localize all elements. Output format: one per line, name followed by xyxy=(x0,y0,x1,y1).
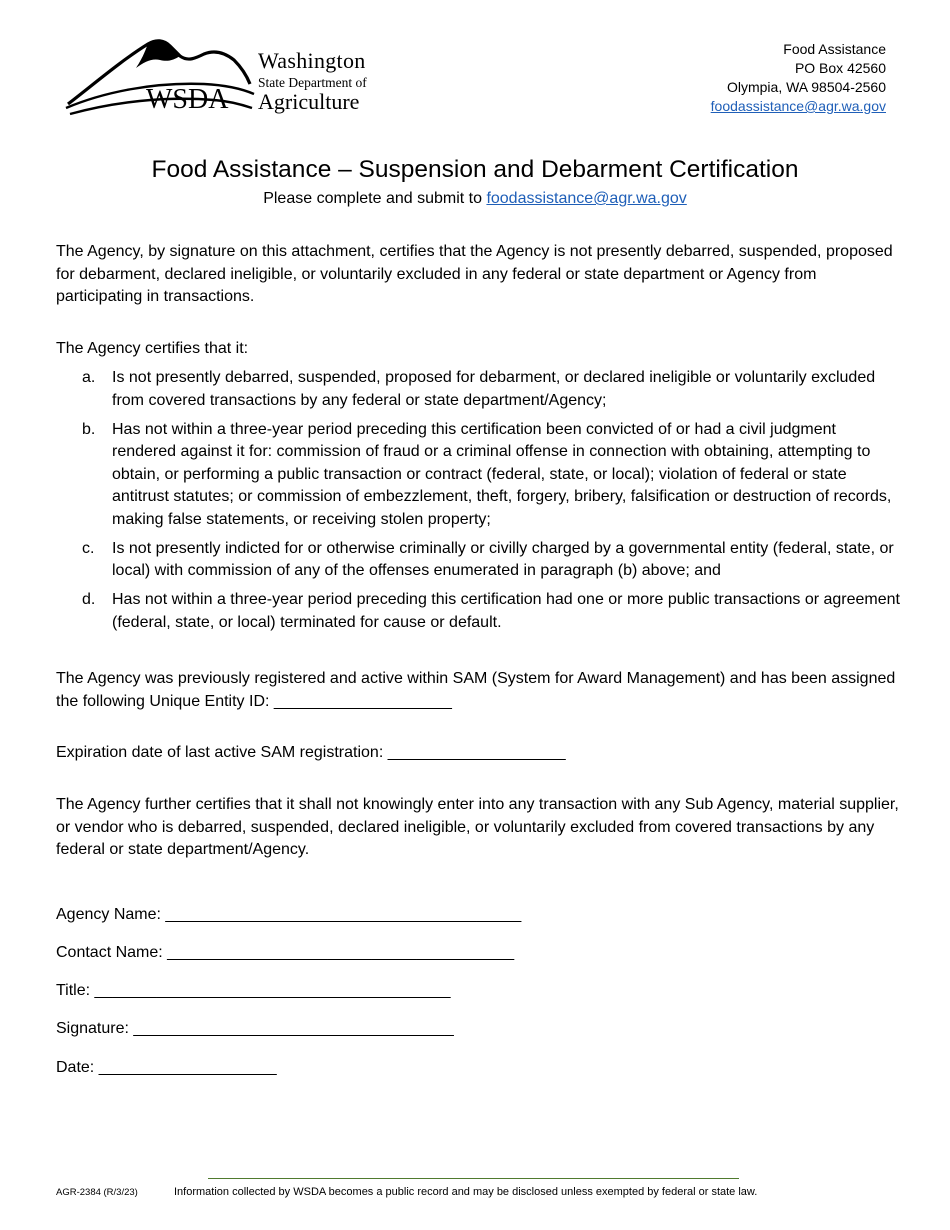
list-item-text: Has not within a three-year period preceding this certification had one or more public transactions or agreement (federal, state, or local) terminated for cause or default. xyxy=(112,591,900,631)
contact-name-field[interactable]: Contact Name: _______________________________________ xyxy=(56,944,515,961)
title-field[interactable]: Title: ________________________________________ xyxy=(56,982,451,999)
certifies-intro: The Agency certifies that it: xyxy=(56,340,249,357)
address-line-2: PO Box 42560 xyxy=(794,60,886,76)
list-item-text: Is not presently indicted for or otherwise criminally or civilly charged by a governmental entity (federal, state, or local) with commission of any of the offenses enumerated in paragraph (b) above; and xyxy=(112,539,894,579)
list-item xyxy=(56,367,902,412)
form-number: AGR-2384 (R/3/23) xyxy=(56,1187,138,1198)
list-item xyxy=(56,589,902,634)
footer-divider xyxy=(208,1178,739,1179)
emblem-text: WSDA xyxy=(146,84,229,115)
address-block xyxy=(711,40,886,116)
signature-field[interactable]: Signature: ____________________________________ xyxy=(56,1020,454,1037)
list-item xyxy=(56,538,902,583)
subtitle-email-link[interactable]: foodassistance@agr.wa.gov xyxy=(486,190,687,207)
subtitle-text: Please complete and submit to xyxy=(263,190,487,207)
sam-expiration-field[interactable]: Expiration date of last active SAM registration: ____________________ xyxy=(56,744,566,761)
list-item-text: Has not within a three-year period preceding this certification been convicted of or had a civil judgment rendered against it for: commission of fraud or a criminal offense in connection with obtaining, attempting to obtain, or performing a public transaction or contract (federal, state, or local); violation of federal or state antitrust statutes; or commission of embezzlement, theft, forgery, bribery, falsification or destruction of records, making false statements, or receiving stolen property; xyxy=(112,420,892,528)
list-marker: c. xyxy=(82,539,95,557)
date-field[interactable]: Date: ____________________ xyxy=(56,1059,277,1076)
logo-line-1: Washington xyxy=(258,48,366,73)
page-subtitle xyxy=(0,190,950,208)
list-marker: a. xyxy=(82,369,96,386)
list-item-text: Is not presently debarred, suspended, proposed for debarment, or declared ineligible or voluntarily excluded from covered transactions by any federal or state department/Agency; xyxy=(112,369,876,409)
further-certification-paragraph: The Agency further certifies that it shall not knowingly enter into any transaction with any Sub Agency, material supplier, or vendor who is debarred, suspended, declared ineligible, or voluntarily excluded from covered transactions by any federal or state department/Agency. xyxy=(56,796,899,858)
logo-wordmark xyxy=(258,50,367,113)
list-marker: b. xyxy=(82,420,96,438)
agency-name-field[interactable]: Agency Name: ________________________________________ xyxy=(56,906,522,923)
logo-line-3: Agriculture xyxy=(258,89,360,114)
list-item xyxy=(56,419,902,532)
certification-list xyxy=(56,367,902,641)
logo-line-2: State Department of xyxy=(258,75,367,90)
certification-paragraph: The Agency, by signature on this attachment, certifies that the Agency is not presently debarred, suspended, proposed for debarment, declared ineligible, or voluntarily excluded in any federal or state department or Agency from participating in transactions. xyxy=(56,243,893,305)
address-line-3: Olympia, WA 98504-2560 xyxy=(726,79,886,95)
list-marker: d. xyxy=(82,591,96,608)
page-title: Food Assistance – Suspension and Debarment Certification xyxy=(151,156,799,183)
address-line-1: Food Assistance xyxy=(783,41,886,57)
address-email-link[interactable]: foodassistance@agr.wa.gov xyxy=(710,98,886,114)
sam-registration-paragraph[interactable]: The Agency was previously registered and active within SAM (System for Award Management) and has been assigned the following Unique Entity ID: ____________________ xyxy=(56,670,896,710)
mountain-fill xyxy=(136,41,180,68)
footer-disclosure-note: Information collected by WSDA becomes a public record and may be disclosed unless exempted by federal or state law. xyxy=(174,1186,758,1198)
